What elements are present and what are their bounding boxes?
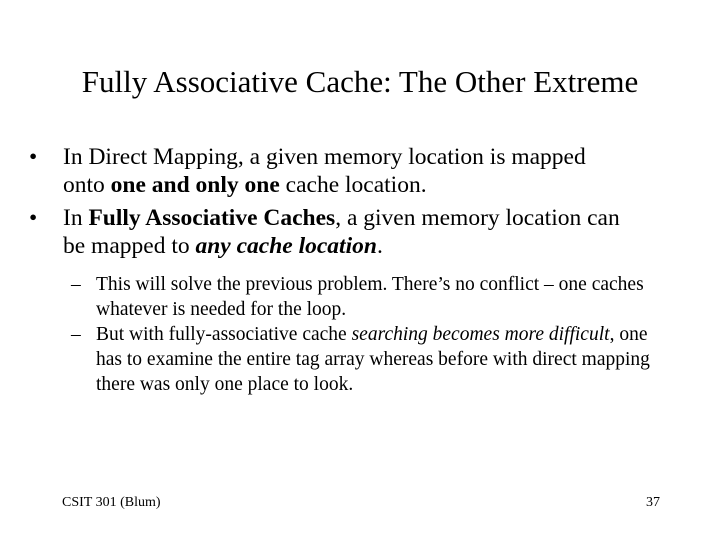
bullet-item-fully-associative xyxy=(29,204,623,260)
bullet-emphasis: one and only one xyxy=(110,172,280,198)
slide-title: Fully Associative Cache: The Other Extreme xyxy=(81,64,639,99)
footer-course: CSIT 301 (Blum) xyxy=(62,495,161,510)
bullet-icon: • xyxy=(29,144,38,170)
page-number: 37 xyxy=(646,495,660,510)
bullet-emphasis-italic: any cache location xyxy=(195,233,377,259)
bullet-text: In Direct Mapping, a given memory location is mapped onto xyxy=(63,144,586,198)
bullet-emphasis: Fully Associative Caches xyxy=(88,205,336,231)
bullet-item-direct-mapping xyxy=(29,143,623,199)
subbullet-emphasis: searching becomes more difficult xyxy=(351,324,610,345)
subbullet-item-solve-problem xyxy=(71,272,666,322)
bullet-icon: • xyxy=(29,205,38,231)
bullet-list xyxy=(0,143,720,397)
dash-icon: – xyxy=(71,324,81,345)
subbullet-item-searching-difficult xyxy=(71,322,666,397)
subbullet-text: This will solve the previous problem. There’s no conflict – one caches whatever is needed for the loop. xyxy=(96,274,644,320)
bullet-text: . xyxy=(376,233,383,259)
bullet-text: In xyxy=(63,205,89,231)
subbullet-text: But with fully-associative cache xyxy=(96,324,352,345)
dash-icon: – xyxy=(71,274,81,295)
subbullet-text: , one has to examine the entire tag array whereas before with direct mapping there was only one place to look. xyxy=(96,324,650,395)
bullet-text: , a given memory location can be mapped to xyxy=(63,205,620,259)
bullet-text: cache location. xyxy=(279,172,427,198)
